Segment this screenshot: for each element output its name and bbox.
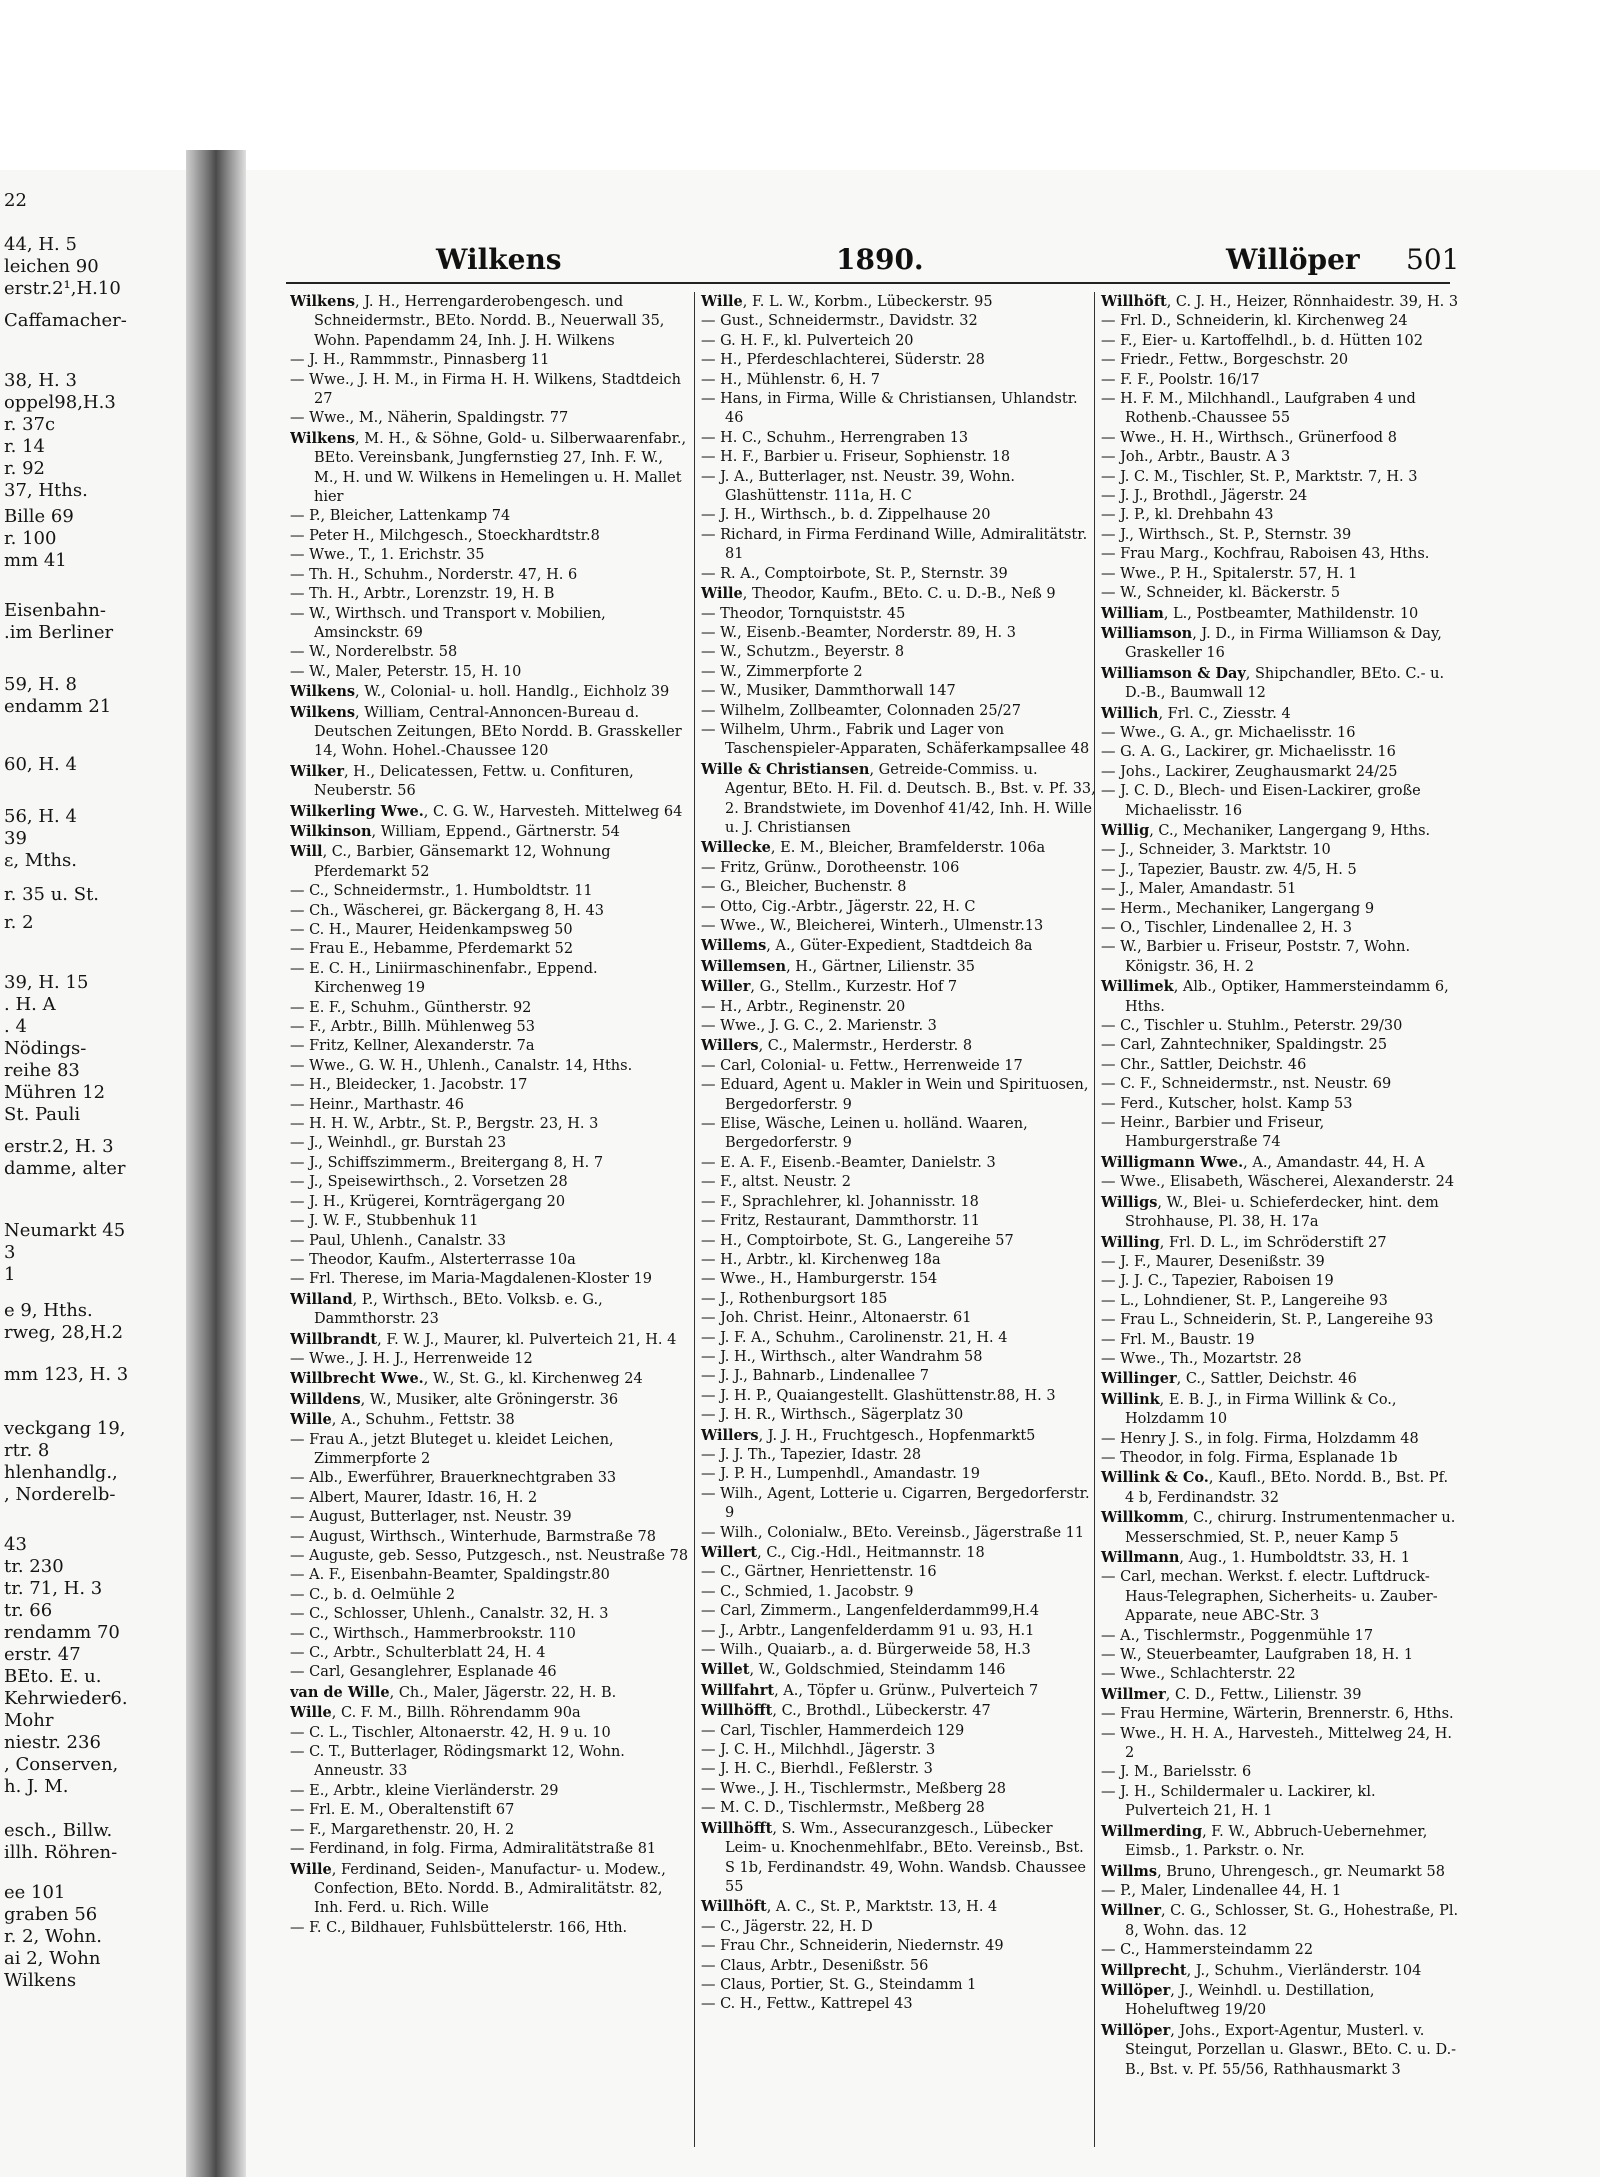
directory-entry: — P., Bleicher, Lattenkamp 74 <box>290 508 511 525</box>
prev-page-line: leichen 90 <box>4 256 99 277</box>
directory-entry: — H. F. M., Milchhandl., Laufgraben 4 und Rothenb.-Chaussee 55 <box>1101 391 1416 427</box>
directory-entry: — Wwe., Th., Mozartstr. 28 <box>1101 1350 1302 1367</box>
prev-page-line: r. 35 u. St. <box>4 884 100 905</box>
directory-entry: — F., Sprachlehrer, kl. Johannisstr. 18 <box>701 1193 979 1210</box>
directory-entry: Will, C., Barbier, Gänsemarkt 12, Wohnung Pferdemarkt 52 <box>290 843 611 880</box>
directory-entry: — Wwe., J. G. C., 2. Marienstr. 3 <box>701 1018 937 1035</box>
directory-entry: — A., Tischlermstr., Poggenmühle 17 <box>1101 1627 1374 1644</box>
prev-page-line: 1 <box>4 1264 16 1285</box>
prev-page-line: e 9, Hths. <box>4 1300 93 1321</box>
directory-entry: — J. J. C., Tapezier, Raboisen 19 <box>1101 1273 1334 1290</box>
prev-page-line: Caffamacher- <box>4 310 127 331</box>
directory-entry: — Wwe., G. A., gr. Michaelisstr. 16 <box>1101 724 1356 741</box>
directory-entry: — P., Maler, Lindenallee 44, H. 1 <box>1101 1882 1342 1899</box>
directory-entry: — Alb., Ewerführer, Brauerknechtgraben 33 <box>290 1470 617 1487</box>
directory-page <box>246 170 1600 2177</box>
directory-entry: — F., Eier- u. Kartoffelhdl., b. d. Hütten 102 <box>1101 332 1423 349</box>
directory-entry: — August, Butterlager, nst. Neustr. 39 <box>290 1509 572 1526</box>
directory-entry: — J., Schiffszimmerm., Breitergang 8, H. 7 <box>290 1154 604 1171</box>
directory-entry: Wilkens, J. H., Herrengarderobengesch. und Schneidermstr., BEto. Nordd. B., Neuerwall 35, Wohn. Papendamm 24, Inh. J. H. Wilkens <box>290 293 665 349</box>
directory-entry: Willing, Frl. D. L., im Schröderstift 27 <box>1101 1233 1387 1251</box>
directory-entry: — Friedr., Fettw., Borgeschstr. 20 <box>1101 352 1349 369</box>
prev-page-line: rendamm 70 <box>4 1622 120 1643</box>
directory-entry: — J. P., kl. Drehbahn 43 <box>1101 507 1274 524</box>
directory-entry: Williamson, J. D., in Firma Williamson & Day, Graskeller 16 <box>1101 624 1442 662</box>
directory-entry: — Carl, Zahntechniker, Spaldingstr. 25 <box>1101 1037 1388 1054</box>
directory-entry: — Ch., Wäscherei, gr. Bäckergang 8, H. 43 <box>290 902 604 919</box>
directory-entry: — Wilh., Colonialw., BEto. Vereinsb., Jägerstraße 11 <box>701 1524 1085 1541</box>
directory-entry: — W., Maler, Peterstr. 15, H. 10 <box>290 663 522 680</box>
prev-page-line: 3 <box>4 1242 16 1263</box>
directory-entry: — Claus, Arbtr., Desenißstr. 56 <box>701 1957 929 1974</box>
directory-entry: — Wilh., Agent, Lotterie u. Cigarren, Bergedorferstr. 9 <box>701 1485 1090 1522</box>
directory-entry: Willbrecht Wwe., W., St. G., kl. Kirchenweg 24 <box>290 1370 643 1388</box>
directory-entry: — Carl, Colonial- u. Fettw., Herrenweide 17 <box>701 1057 1023 1074</box>
directory-entry: — H., Comptoirbote, St. G., Langereihe 57 <box>701 1232 1014 1249</box>
directory-entry: Wille, Ferdinand, Seiden-, Manufactur- u. Modew., Confection, BEto. Nordd. B., Admiralitätstr. 82, Inh. Ferd. u. Rich. Wille <box>290 1860 666 1917</box>
directory-entry: — C., Gärtner, Henriettenstr. 16 <box>701 1564 937 1581</box>
prev-page-line: r. 2, Wohn. <box>4 1926 102 1947</box>
directory-entry: — J. J. Th., Tapezier, Idastr. 28 <box>701 1446 922 1463</box>
directory-entry: Willkomm, C., chirurg. Instrumentenmacher u. Messerschmied, St. P., neuer Kamp 5 <box>1101 1509 1456 1546</box>
directory-entry: — W., Barbier u. Friseur, Poststr. 7, Wohn. Königstr. 36, H. 2 <box>1101 939 1411 975</box>
directory-entry: Willers, J. J. H., Fruchtgesch., Hopfenmarkt5 <box>701 1426 1036 1444</box>
directory-entry: Willfahrt, A., Töpfer u. Grünw., Pulverteich 7 <box>701 1681 1039 1699</box>
directory-entry: — Frau Hermine, Wärterin, Brennerstr. 6, Hths. <box>1101 1706 1454 1723</box>
prev-page-line: 56, H. 4 <box>4 806 77 827</box>
prev-page-line: 59, H. 8 <box>4 674 77 695</box>
directory-entry: — Wwe., W., Bleicherei, Winterh., Ulmenstr.13 <box>701 918 1044 934</box>
directory-entry: — Wwe., J. H. M., in Firma H. H. Wilkens, Stadtdeich 27 <box>290 371 681 408</box>
directory-entry: — J. C. D., Blech- und Eisen-Lackirer, große Michaelisstr. 16 <box>1101 783 1421 819</box>
directory-entry: — E. C. H., Liniirmaschinenfabr., Eppend. Kirchenweg 19 <box>290 960 598 997</box>
prev-page-line: . H. A <box>4 994 56 1015</box>
header-year: 1890. <box>836 243 924 276</box>
directory-entry: — C., Schneidermstr., 1. Humboldtstr. 11 <box>290 883 593 900</box>
directory-entry: — Wilh., Quaiarb., a. d. Bürgerweide 58, H.3 <box>701 1642 1031 1659</box>
prev-page-line: r. 100 <box>4 528 57 549</box>
directory-entry: Willink, E. B. J., in Firma Willink & Co., Holzdamm 10 <box>1101 1390 1397 1428</box>
directory-entry: Wilkinson, William, Eppend., Gärtnerstr. 54 <box>290 822 620 840</box>
directory-entry: — J. H., Wirthsch., b. d. Zippelhause 20 <box>701 507 991 524</box>
directory-entry: — J., Schneider, 3. Marktstr. 10 <box>1101 842 1331 859</box>
directory-entry: — Albert, Maurer, Idastr. 16, H. 2 <box>290 1489 538 1506</box>
directory-entry: van de Wille, Ch., Maler, Jägerstr. 22, H. B. <box>290 1683 617 1701</box>
directory-entry: Willmann, Aug., 1. Humboldtstr. 33, H. 1 <box>1101 1549 1411 1566</box>
header-rule <box>286 282 1450 284</box>
prev-page-line: erstr.2¹,H.10 <box>4 278 121 299</box>
directory-entry: — Frau Chr., Schneiderin, Niedernstr. 49 <box>701 1938 1004 1955</box>
directory-entry: — C. T., Butterlager, Rödingsmarkt 12, Wohn. Anneustr. 33 <box>290 1744 625 1780</box>
directory-entry: — H. F., Barbier u. Friseur, Sophienstr. 18 <box>701 449 1011 466</box>
directory-entry: Willinger, C., Sattler, Deichstr. 46 <box>1101 1370 1357 1388</box>
directory-entry: — J., Arbtr., Langenfelderdamm 91 u. 93, H.1 <box>701 1622 1035 1639</box>
prev-page-line: Neumarkt 45 <box>4 1220 126 1241</box>
directory-entry: — J. H., Rammmstr., Pinnasberg 11 <box>290 352 550 369</box>
directory-entry: — Frau A., jetzt Bluteget u. kleidet Leichen, Zimmerpforte 2 <box>290 1431 614 1467</box>
prev-page-line: 39 <box>4 828 27 849</box>
directory-column-2 <box>694 292 1097 2147</box>
directory-entry: — Henry J. S., in folg. Firma, Holzdamm 48 <box>1101 1430 1419 1447</box>
directory-entry: — C., Hammersteindamm 22 <box>1101 1942 1314 1959</box>
directory-entry: — R. A., Comptoirbote, St. P., Sternstr. 39 <box>701 565 1008 582</box>
prev-page-line: .im Berliner <box>4 622 114 643</box>
directory-entry: Willig, C., Mechaniker, Langergang 9, Hths. <box>1101 821 1431 839</box>
directory-entry: — W., Musiker, Dammthorwall 147 <box>701 683 956 700</box>
directory-entry: Wilkens, M. H., & Söhne, Gold- u. Silberwaarenfabr., BEto. Vereinsbank, Jungfernstieg 27, Inh. F. W., M., H. und W. Wilkens in Hemelingen u. H. Mallet hier <box>290 429 687 506</box>
prev-page-line: niestr. 236 <box>4 1732 101 1753</box>
directory-entry: — J., Maler, Amandastr. 51 <box>1101 881 1297 898</box>
directory-entry: Willprecht, J., Schuhm., Vierländerstr. 104 <box>1101 1961 1422 1979</box>
directory-entry: Willbrandt, F. W. J., Maurer, kl. Pulverteich 21, H. 4 <box>290 1330 677 1348</box>
directory-entry: Willink & Co., Kaufl., BEto. Nordd. B., Bst. Pf. 4 b, Ferdinandstr. 32 <box>1101 1469 1449 1506</box>
directory-entry: Wille, Theodor, Kaufm., BEto. C. u. D.-B., Neß 9 <box>701 585 1056 603</box>
directory-entry: — F., Margarethenstr. 20, H. 2 <box>290 1821 515 1838</box>
directory-entry: Willmerding, F. W., Abbruch-Uebernehmer, Eimsb., 1. Parkstr. o. Nr. <box>1101 1822 1428 1860</box>
directory-entry: — Fritz, Restaurant, Dammthorstr. 11 <box>701 1213 981 1230</box>
directory-entry: — J., Wirthsch., St. P., Sternstr. 39 <box>1101 526 1352 543</box>
directory-entry: — Chr., Sattler, Deichstr. 46 <box>1101 1056 1307 1073</box>
directory-entry: Willöper, Johs., Export-Agentur, Musterl. v. Steingut, Porzellan u. Glaswr., BEto. C. u. D.-B., Bst. v. Pf. 55/56, Rathhausmarkt 3 <box>1101 2021 1457 2078</box>
directory-entry: — Theodor, in folg. Firma, Esplanade 1b <box>1101 1449 1398 1466</box>
directory-entry: — H., Arbtr., Reginenstr. 20 <box>701 998 906 1015</box>
prev-page-line: ai 2, Wohn <box>4 1948 101 1969</box>
directory-entry: — G. A. G., Lackirer, gr. Michaelisstr. 16 <box>1101 744 1396 761</box>
prev-page-line: St. Pauli <box>4 1104 81 1125</box>
prev-page-line: r. 92 <box>4 458 45 479</box>
directory-entry: — E. A. F., Eisenb.-Beamter, Danielstr. 3 <box>701 1154 996 1171</box>
directory-entry: — Theodor, Tornquiststr. 45 <box>701 605 906 622</box>
directory-entry: — W., Steuerbeamter, Laufgraben 18, H. 1 <box>1101 1647 1414 1664</box>
directory-entry: Willner, C. G., Schlosser, St. G., Hohestraße, Pl. 8, Wohn. das. 12 <box>1101 1902 1459 1939</box>
directory-entry: — Frau L., Schneiderin, St. P., Langereihe 93 <box>1101 1312 1434 1329</box>
book-gutter <box>186 150 246 2177</box>
prev-page-line: , Norderelb- <box>4 1484 116 1505</box>
directory-entry: — Carl, Zimmerm., Langenfelderdamm99,H.4 <box>701 1603 1040 1620</box>
prev-page-line: 39, H. 15 <box>4 972 89 993</box>
directory-entry: — Carl, Tischler, Hammerdeich 129 <box>701 1722 965 1739</box>
directory-entry: Willert, C., Cig.-Hdl., Heitmannstr. 18 <box>701 1544 985 1561</box>
prev-page-line: ε, Mths. <box>4 850 77 871</box>
prev-page-line: mm 123, H. 3 <box>4 1364 129 1385</box>
prev-page-line: 44, H. 5 <box>4 234 77 255</box>
directory-entry: — Elise, Wäsche, Leinen u. holländ. Waaren, Bergedorferstr. 9 <box>701 1116 1028 1152</box>
directory-entry: — Otto, Cig.-Arbtr., Jägerstr. 22, H. C <box>701 898 976 915</box>
directory-entry: Willöper, J., Weinhdl. u. Destillation, Hoheluftweg 19/20 <box>1101 1981 1375 2019</box>
directory-entry: — C. F., Schneidermstr., nst. Neustr. 69 <box>1101 1076 1392 1093</box>
directory-entry: — Wwe., J. H. J., Herrenweide 12 <box>290 1350 533 1367</box>
directory-entry: Willms, Bruno, Uhrengesch., gr. Neumarkt 58 <box>1101 1862 1445 1880</box>
directory-entry: Wille, C. F. M., Billh. Röhrendamm 90a <box>290 1704 581 1722</box>
directory-entry: Willigs, W., Blei- u. Schieferdecker, hint. dem Strohhause, Pl. 38, H. 17a <box>1101 1193 1439 1231</box>
directory-entry: — Johs., Lackirer, Zeughausmarkt 24/25 <box>1101 763 1398 780</box>
directory-entry: — G., Bleicher, Buchenstr. 8 <box>701 879 907 896</box>
prev-page-line: hlenhandlg., <box>4 1462 118 1483</box>
prev-page-line: Bille 69 <box>4 506 74 527</box>
directory-entry: — M. C. D., Tischlermstr., Meßberg 28 <box>701 1800 985 1817</box>
prev-page-line: 43 <box>4 1534 27 1555</box>
directory-entry: — H., Bleidecker, 1. Jacobstr. 17 <box>290 1077 528 1094</box>
prev-page-line: endamm 21 <box>4 696 112 717</box>
directory-entry: — W., Eisenb.-Beamter, Norderstr. 89, H. 3 <box>701 624 1016 641</box>
directory-entry: Wilkerling Wwe., C. G. W., Harvesteh. Mittelweg 64 <box>290 802 683 820</box>
directory-entry: — W., Zimmerpforte 2 <box>701 663 863 680</box>
directory-entry: — O., Tischler, Lindenallee 2, H. 3 <box>1101 920 1352 936</box>
directory-entry: — C. L., Tischler, Altonaerstr. 42, H. 9 u. 10 <box>290 1724 611 1741</box>
directory-entry: — H., Pferdeschlachterei, Süderstr. 28 <box>701 352 985 369</box>
prev-page-line: rtr. 8 <box>4 1440 50 1461</box>
prev-page-line: erstr.2, H. 3 <box>4 1136 114 1157</box>
directory-entry: — Th. H., Schuhm., Norderstr. 47, H. 6 <box>290 566 578 583</box>
prev-page-line: illh. Röhren- <box>4 1842 118 1863</box>
directory-entry: — G. H. F., kl. Pulverteich 20 <box>701 332 914 349</box>
prev-page-line: veckgang 19, <box>4 1418 126 1439</box>
prev-page-line: r. 2 <box>4 912 34 933</box>
directory-entry: — Gust., Schneidermstr., Davidstr. 32 <box>701 313 978 330</box>
directory-entry: — J. H. R., Wirthsch., Sägerplatz 30 <box>701 1407 964 1424</box>
directory-entry: — E., Arbtr., kleine Vierländerstr. 29 <box>290 1782 559 1799</box>
directory-entry: — Th. H., Arbtr., Lorenzstr. 19, H. B <box>290 586 555 603</box>
prev-page-line: Kehrwieder6. <box>4 1688 128 1709</box>
prev-page-line: h. J. M. <box>4 1776 69 1797</box>
directory-entry: — J. P. H., Lumpenhdl., Amandastr. 19 <box>701 1466 980 1483</box>
directory-entry: — C. H., Fettw., Kattrepel 43 <box>701 1996 913 2013</box>
directory-entry: — August, Wirthsch., Winterhude, Barmstraße 78 <box>290 1528 657 1545</box>
directory-entry: — Fritz, Grünw., Dorotheenstr. 106 <box>701 859 960 876</box>
directory-entry: — J. H., Schildermaler u. Lackirer, kl. Pulverteich 21, H. 1 <box>1101 1783 1376 1820</box>
directory-entry: — J. W. F., Stubbenhuk 11 <box>290 1213 479 1230</box>
directory-entry: — Heinr., Marthastr. 46 <box>290 1096 464 1113</box>
directory-entry: — Wwe., G. W. H., Uhlenh., Canalstr. 14, Hths. <box>290 1057 633 1074</box>
prev-page-line: graben 56 <box>4 1904 98 1925</box>
directory-entry: — Auguste, geb. Sesso, Putzgesch., nst. Neustraße 78 <box>290 1548 689 1564</box>
prev-page-line: 60, H. 4 <box>4 754 77 775</box>
directory-entry: — C., Jägerstr. 22, H. D <box>701 1918 873 1935</box>
directory-entry: Willhöfft, C., Brothdl., Lübeckerstr. 47 <box>701 1702 991 1720</box>
directory-entry: — J. H., Krügerei, Kornträgergang 20 <box>290 1193 566 1210</box>
directory-entry: — W., Wirthsch. und Transport v. Mobilien, Amsinckstr. 69 <box>290 605 606 641</box>
directory-entry: — Wwe., H. H., Wirthsch., Grünerfood 8 <box>1101 429 1397 446</box>
header-right-keyword: Willöper <box>1226 243 1360 276</box>
directory-entry: Willmer, C. D., Fettw., Lilienstr. 39 <box>1101 1685 1362 1703</box>
directory-entry: Wilkens, William, Central-Annoncen-Bureau d. Deutschen Zeitungen, BEto Nordd. B. Grasskeller 14, Wohn. Hohel.-Chaussee 120 <box>290 703 682 760</box>
directory-entry: — J. F., Maurer, Desenißstr. 39 <box>1101 1253 1325 1270</box>
directory-entry: — J., Tapezier, Baustr. zw. 4/5, H. 5 <box>1101 861 1357 878</box>
prev-page-line: 22 <box>4 190 27 211</box>
directory-entry: William, L., Postbeamter, Mathildenstr. 10 <box>1101 604 1419 622</box>
directory-entry: — Wwe., Schlachterstr. 22 <box>1101 1666 1296 1683</box>
directory-entry: Willand, P., Wirthsch., BEto. Volksb. e. G., Dammthorstr. 23 <box>290 1290 603 1328</box>
directory-entry: — Wwe., Elisabeth, Wäscherei, Alexanderstr. 24 <box>1101 1174 1455 1191</box>
directory-entry: Willimek, Alb., Optiker, Hammersteindamm 6, Hths. <box>1101 978 1449 1015</box>
directory-entry: — F., altst. Neustr. 2 <box>701 1174 851 1191</box>
directory-entry: — Frl. M., Baustr. 19 <box>1101 1331 1255 1348</box>
directory-entry: Wille & Christiansen, Getreide-Commiss. u. Agentur, BEto. H. Fil. d. Deutsch. B., Bst. v. Pf. 33, 2. Brandstwiete, im Dovenhof 41/42, Inh. H. Wille u. J. Christiansen <box>701 760 1096 836</box>
directory-entry: — H. H. W., Arbtr., St. P., Bergstr. 23, H. 3 <box>290 1116 599 1133</box>
directory-entry: Willer, G., Stellm., Kurzestr. Hof 7 <box>701 978 958 996</box>
prev-page-line: tr. 66 <box>4 1600 53 1621</box>
directory-entry: — Frau E., Hebamme, Pferdemarkt 52 <box>290 941 574 958</box>
directory-entry: — Paul, Uhlenh., Canalstr. 33 <box>290 1232 506 1249</box>
page-header <box>246 242 1600 278</box>
directory-entry: — Herm., Mechaniker, Langergang 9 <box>1101 900 1375 917</box>
directory-entry: — J. H., Wirthsch., alter Wandrahm 58 <box>701 1348 983 1365</box>
directory-entry: — C., Tischler u. Stuhlm., Peterstr. 29/30 <box>1101 1018 1403 1035</box>
prev-page-line: esch., Billw. <box>4 1820 113 1841</box>
directory-entry: — Ferdinand, in folg. Firma, Admiralitätstraße 81 <box>290 1841 657 1858</box>
prev-page-line: r. 14 <box>4 436 45 457</box>
prev-page-line: 38, H. 3 <box>4 370 77 391</box>
prev-page-line: tr. 230 <box>4 1556 64 1577</box>
directory-entry: — Fritz, Kellner, Alexanderstr. 7a <box>290 1038 535 1055</box>
directory-column-3 <box>1094 292 1461 2147</box>
prev-page-line: damme, alter <box>4 1158 126 1179</box>
directory-entry: — W., Schutzm., Beyerstr. 8 <box>701 644 905 661</box>
directory-entry: — J. A., Butterlager, nst. Neustr. 39, Wohn. Glashüttenstr. 111a, H. C <box>701 468 1016 505</box>
directory-entry: — F. C., Bildhauer, Fuhlsbüttelerstr. 166, Hth. <box>290 1919 628 1936</box>
directory-entry: — Theodor, Kaufm., Alsterterrasse 10a <box>290 1251 576 1268</box>
prev-page-line: 37, Hths. <box>4 480 88 501</box>
directory-entry: Willich, Frl. C., Ziesstr. 4 <box>1101 704 1291 722</box>
prev-page-line: tr. 71, H. 3 <box>4 1578 103 1599</box>
directory-entry: — C., Schmied, 1. Jacobstr. 9 <box>701 1583 914 1600</box>
directory-entry: — J. F. A., Schuhm., Carolinenstr. 21, H. 4 <box>701 1329 1008 1346</box>
directory-entry: — C., Schlosser, Uhlenh., Canalstr. 32, H. 3 <box>290 1606 609 1623</box>
directory-entry: — J. C. M., Tischler, St. P., Marktstr. 7, H. 3 <box>1101 468 1418 485</box>
prev-page-line: rweg, 28,H.2 <box>4 1322 124 1343</box>
prev-page-line: . 4 <box>4 1016 27 1037</box>
directory-entry: — Frl. D., Schneiderin, kl. Kirchenweg 24 <box>1101 313 1408 330</box>
directory-entry: — Frau Marg., Kochfrau, Raboisen 43, Hths. <box>1101 546 1430 563</box>
directory-entry: Willet, W., Goldschmied, Steindamm 146 <box>701 1661 1006 1679</box>
directory-entry: Wille, F. L. W., Korbm., Lübeckerstr. 95 <box>701 293 993 310</box>
directory-entry: Willigmann Wwe., A., Amandastr. 44, H. A <box>1101 1153 1425 1171</box>
directory-entry: — H., Arbtr., kl. Kirchenweg 18a <box>701 1251 941 1268</box>
directory-column-1 <box>290 292 690 2147</box>
directory-entry: Willems, A., Güter-Expedient, Stadtdeich 8a <box>701 937 1033 955</box>
directory-entry: Willemsen, H., Gärtner, Lilienstr. 35 <box>701 957 975 975</box>
directory-entry: Williamson & Day, Shipchandler, BEto. C.- u. D.-B., Baumwall 12 <box>1101 664 1445 702</box>
prev-page-line: r. 37c <box>4 414 56 435</box>
directory-entry: — Wwe., T., 1. Erichstr. 35 <box>290 547 485 564</box>
directory-entry: — J. M., Barielsstr. 6 <box>1101 1764 1252 1781</box>
directory-entry: — Peter H., Milchgesch., Stoeckhardtstr.8 <box>290 527 600 544</box>
directory-entry: — J. J., Brothdl., Jägerstr. 24 <box>1101 488 1308 505</box>
directory-entry: Wilkens, W., Colonial- u. holl. Handlg., Eichholz 39 <box>290 683 670 701</box>
directory-entry: — Richard, in Firma Ferdinand Wille, Admiralitätstr. 81 <box>701 526 1088 563</box>
directory-entry: — J., Weinhdl., gr. Burstah 23 <box>290 1135 507 1152</box>
prev-page-line: mm 41 <box>4 550 67 571</box>
directory-entry: — F., Arbtr., Billh. Mühlenweg 53 <box>290 1019 535 1036</box>
directory-entry: — Joh., Arbtr., Baustr. A 3 <box>1101 449 1291 466</box>
previous-page-fragment <box>0 170 186 2177</box>
directory-entry: Willers, C., Malermstr., Herderstr. 8 <box>701 1037 973 1055</box>
directory-entry: — J., Rothenburgsort 185 <box>701 1290 888 1307</box>
directory-entry: — Wwe., H. H. A., Harvesteh., Mittelweg 24, H. 2 <box>1101 1725 1453 1762</box>
prev-page-line: Nödings- <box>4 1038 87 1059</box>
directory-entry: — E. F., Schuhm., Güntherstr. 92 <box>290 999 532 1016</box>
directory-entry: — C. H., Maurer, Heidenkampsweg 50 <box>290 922 573 938</box>
directory-entry: — Frl. E. M., Oberaltenstift 67 <box>290 1802 515 1819</box>
directory-entry: — C., Arbtr., Schulterblatt 24, H. 4 <box>290 1645 546 1662</box>
directory-entry: — Wilhelm, Uhrm., Fabrik und Lager von Taschenspieler-Apparaten, Schäferkampsallee 48 <box>701 721 1090 758</box>
directory-entry: — C., b. d. Oelmühle 2 <box>290 1586 456 1603</box>
directory-entry: — A. F., Eisenbahn-Beamter, Spaldingstr.80 <box>290 1567 610 1584</box>
directory-entry: — Carl, Gesanglehrer, Esplanade 46 <box>290 1664 557 1681</box>
directory-entry: — Frl. Therese, im Maria-Magdalenen-Kloster 19 <box>290 1271 653 1288</box>
directory-entry: — Wwe., P. H., Spitalerstr. 57, H. 1 <box>1101 565 1358 582</box>
prev-page-line: Mühren 12 <box>4 1082 106 1103</box>
directory-entry: — Wwe., H., Hamburgerstr. 154 <box>701 1271 938 1288</box>
directory-entry: Willecke, E. M., Bleicher, Bramfelderstr. 106a <box>701 839 1046 857</box>
directory-entry: — Wwe., M., Näherin, Spaldingstr. 77 <box>290 410 569 427</box>
prev-page-line: , Conserven, <box>4 1754 119 1775</box>
directory-entry: — Hans, in Firma, Wille & Christiansen, Uhlandstr. 46 <box>701 391 1078 427</box>
directory-entry: — C., Wirthsch., Hammerbrookstr. 110 <box>290 1625 576 1642</box>
prev-page-line: erstr. 47 <box>4 1644 81 1665</box>
directory-entry: Willhöfft, S. Wm., Assecuranzgesch., Lübecker Leim- u. Knochenmehlfabr., BEto. Vereinsb., Bst. S 1b, Ferdinandstr. 49, Wohn. Wandsb. Chaussee 55 <box>701 1819 1086 1895</box>
prev-page-line: reihe 83 <box>4 1060 80 1081</box>
directory-entry: — J. H. C., Bierhdl., Feßlerstr. 3 <box>701 1761 933 1778</box>
directory-entry: — H., Mühlenstr. 6, H. 7 <box>701 371 881 388</box>
directory-entry: Wilker, H., Delicatessen, Fettw. u. Confituren, Neuberstr. 56 <box>290 762 634 800</box>
directory-entry: — J. C. H., Milchhdl., Jägerstr. 3 <box>701 1742 936 1759</box>
directory-entry: — J. J., Bahnarb., Lindenallee 7 <box>701 1368 929 1385</box>
directory-entry: — Heinr., Barbier und Friseur, Hamburgerstraße 74 <box>1101 1115 1325 1151</box>
prev-page-line: Mohr <box>4 1710 54 1731</box>
directory-entry: — W., Norderelbstr. 58 <box>290 644 458 661</box>
directory-entry: — Ferd., Kutscher, holst. Kamp 53 <box>1101 1095 1353 1112</box>
header-left-keyword: Wilkens <box>436 243 562 276</box>
directory-entry: Wille, A., Schuhm., Fettstr. 38 <box>290 1411 515 1429</box>
directory-entry: — Eduard, Agent u. Makler in Wein und Spirituosen, Bergedorferstr. 9 <box>701 1077 1089 1113</box>
directory-entry: — Wwe., J. H., Tischlermstr., Meßberg 28 <box>701 1780 1007 1797</box>
prev-page-line: Eisenbahn- <box>4 600 106 621</box>
directory-entry: Willhöft, A. C., St. P., Marktstr. 13, H. 4 <box>701 1898 998 1916</box>
directory-entry: Willdens, W., Musiker, alte Gröningerstr. 36 <box>290 1390 619 1408</box>
directory-entry: — L., Lohndiener, St. P., Langereihe 93 <box>1101 1292 1388 1309</box>
directory-entry: — F. F., Poolstr. 16/17 <box>1101 371 1260 388</box>
prev-page-line: BEto. E. u. <box>4 1666 102 1687</box>
prev-page-line: Wilkens <box>4 1970 77 1991</box>
prev-page-line: ee 101 <box>4 1882 66 1903</box>
directory-entry: — J., Speisewirthsch., 2. Vorsetzen 28 <box>290 1174 568 1191</box>
directory-entry: — H. C., Schuhm., Herrengraben 13 <box>701 429 969 446</box>
directory-entry: Willhöft, C. J. H., Heizer, Rönnhaidestr. 39, H. 3 <box>1101 293 1459 310</box>
directory-entry: — J. H. P., Quaiangestellt. Glashüttenstr.88, H. 3 <box>701 1387 1056 1404</box>
directory-entry: — W., Schneider, kl. Bäckerstr. 5 <box>1101 585 1341 602</box>
directory-entry: — Claus, Portier, St. G., Steindamm 1 <box>701 1976 977 1993</box>
prev-page-line: oppel98,H.3 <box>4 392 116 413</box>
directory-entry: — Joh. Christ. Heinr., Altonaerstr. 61 <box>701 1310 972 1327</box>
page-number: 501 <box>1406 243 1460 276</box>
directory-entry: — Wilhelm, Zollbeamter, Colonnaden 25/27 <box>701 702 1021 719</box>
directory-entry: — Carl, mechan. Werkst. f. electr. Luftdruck-Haus-Telegraphen, Sicherheits- u. Zauber-Apparate, neue ABC-Str. 3 <box>1101 1569 1438 1625</box>
